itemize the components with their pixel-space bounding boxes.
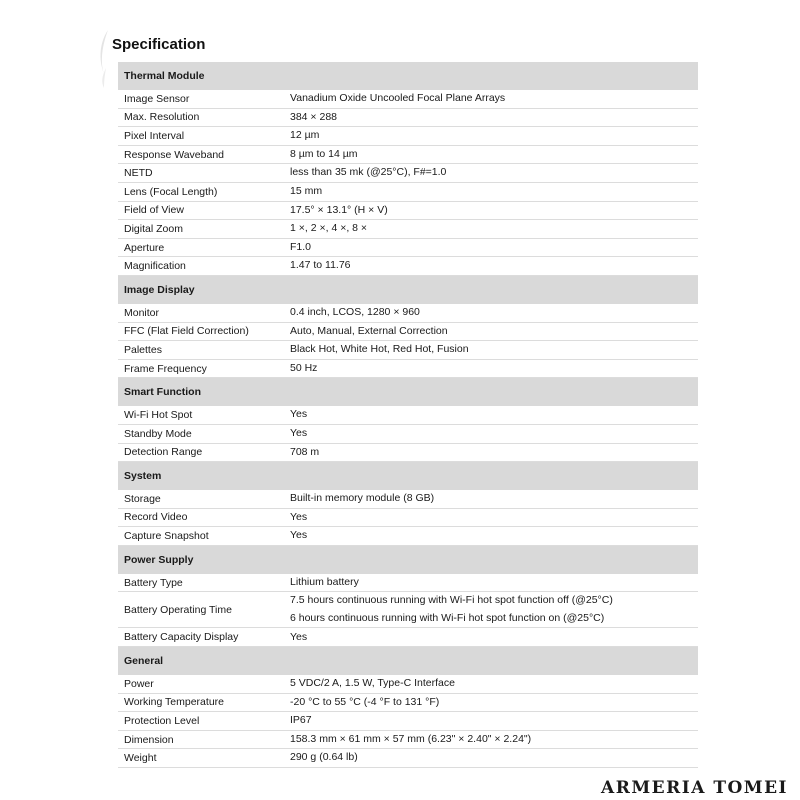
spec-value bbox=[284, 628, 698, 647]
spec-value bbox=[284, 108, 698, 127]
spec-label: Image Sensor bbox=[118, 90, 284, 108]
spec-value-line: 12 µm bbox=[290, 129, 320, 142]
spec-value-line: Black Hot, White Hot, Red Hot, Fusion bbox=[290, 343, 469, 356]
spec-value bbox=[284, 574, 698, 592]
spec-value-line: 5 VDC/2 A, 1.5 W, Type-C Interface bbox=[290, 677, 455, 690]
spec-label: Monitor bbox=[118, 304, 284, 322]
spec-row bbox=[118, 443, 698, 462]
spec-label: Lens (Focal Length) bbox=[118, 182, 284, 201]
spec-value bbox=[284, 592, 698, 628]
spec-row bbox=[118, 127, 698, 146]
spec-label: Wi-Fi Hot Spot bbox=[118, 406, 284, 424]
spec-value bbox=[284, 304, 698, 322]
spec-value bbox=[284, 257, 698, 276]
spec-row bbox=[118, 527, 698, 546]
spec-row bbox=[118, 675, 698, 693]
spec-row bbox=[118, 424, 698, 443]
spec-label: Field of View bbox=[118, 201, 284, 220]
spec-value-line: 290 g (0.64 lb) bbox=[290, 751, 358, 764]
spec-value-line: 6 hours continuous running with Wi-Fi hot spot function on (@25°C) bbox=[290, 611, 605, 624]
spec-value bbox=[284, 201, 698, 220]
spec-value-line: 7.5 hours continuous running with Wi-Fi hot spot function off (@25°C) bbox=[290, 594, 613, 607]
page-title: Specification bbox=[112, 36, 206, 53]
spec-row bbox=[118, 90, 698, 108]
spec-row bbox=[118, 238, 698, 257]
spec-value bbox=[284, 238, 698, 257]
spec-value bbox=[284, 406, 698, 424]
spec-value-line: 1.47 to 11.76 bbox=[290, 259, 351, 272]
spec-row bbox=[118, 108, 698, 127]
spec-row bbox=[118, 406, 698, 424]
spec-row bbox=[118, 693, 698, 712]
spec-value bbox=[284, 322, 698, 341]
spec-row bbox=[118, 592, 698, 628]
spec-label: Digital Zoom bbox=[118, 220, 284, 239]
spec-value-line: Yes bbox=[290, 408, 308, 421]
spec-value bbox=[284, 359, 698, 378]
section-header bbox=[118, 545, 698, 574]
spec-value bbox=[284, 749, 698, 768]
section-header bbox=[118, 378, 698, 407]
spec-row bbox=[118, 257, 698, 276]
spec-value-line: F1.0 bbox=[290, 240, 312, 253]
spec-value-line: -20 °C to 55 °C (-4 °F to 131 °F) bbox=[290, 695, 440, 708]
spec-label: Dimension bbox=[118, 730, 284, 749]
spec-value-line: 8 µm to 14 µm bbox=[290, 147, 358, 160]
spec-row bbox=[118, 574, 698, 592]
spec-value-line: 384 × 288 bbox=[290, 110, 338, 123]
section-header bbox=[118, 62, 698, 90]
spec-row bbox=[118, 749, 698, 768]
spec-row bbox=[118, 182, 698, 201]
spec-value bbox=[284, 712, 698, 731]
spec-value-line: less than 35 mk (@25°C), F#=1.0 bbox=[290, 166, 447, 179]
spec-label: Response Waveband bbox=[118, 145, 284, 164]
spec-value-line: 50 Hz bbox=[290, 361, 318, 374]
spec-row bbox=[118, 628, 698, 647]
spec-value-line: Vanadium Oxide Uncooled Focal Plane Arrays bbox=[290, 92, 506, 105]
section-title: Power Supply bbox=[118, 545, 698, 574]
section-header bbox=[118, 275, 698, 304]
spec-label: Pixel Interval bbox=[118, 127, 284, 146]
spec-label: FFC (Flat Field Correction) bbox=[118, 322, 284, 341]
section-title: Thermal Module bbox=[118, 62, 698, 90]
spec-value bbox=[284, 443, 698, 462]
spec-value bbox=[284, 127, 698, 146]
spec-row bbox=[118, 145, 698, 164]
spec-row bbox=[118, 201, 698, 220]
section-title: General bbox=[118, 647, 698, 676]
spec-label: Storage bbox=[118, 490, 284, 508]
spec-label: Max. Resolution bbox=[118, 108, 284, 127]
spec-value bbox=[284, 341, 698, 360]
decorative-swoosh bbox=[92, 28, 114, 90]
spec-label: Magnification bbox=[118, 257, 284, 276]
spec-row bbox=[118, 322, 698, 341]
spec-value bbox=[284, 424, 698, 443]
section-title: System bbox=[118, 462, 698, 491]
spec-label: NETD bbox=[118, 164, 284, 183]
spec-value-line: 708 m bbox=[290, 445, 320, 458]
spec-value-line: Yes bbox=[290, 529, 308, 542]
spec-value bbox=[284, 490, 698, 508]
section-header bbox=[118, 647, 698, 676]
spec-value bbox=[284, 675, 698, 693]
spec-label: Weight bbox=[118, 749, 284, 768]
spec-label: Frame Frequency bbox=[118, 359, 284, 378]
spec-value bbox=[284, 508, 698, 527]
spec-row bbox=[118, 490, 698, 508]
spec-value-line: IP67 bbox=[290, 714, 312, 727]
spec-value-line: 1 ×, 2 ×, 4 ×, 8 × bbox=[290, 222, 368, 235]
spec-value bbox=[284, 164, 698, 183]
spec-label: Standby Mode bbox=[118, 424, 284, 443]
spec-value bbox=[284, 220, 698, 239]
spec-value-line: Yes bbox=[290, 510, 308, 523]
spec-value-line: Yes bbox=[290, 426, 308, 439]
spec-label: Palettes bbox=[118, 341, 284, 360]
spec-value-line: Auto, Manual, External Correction bbox=[290, 324, 448, 337]
spec-value bbox=[284, 182, 698, 201]
section-title: Image Display bbox=[118, 275, 698, 304]
spec-value bbox=[284, 527, 698, 546]
spec-row bbox=[118, 730, 698, 749]
spec-row bbox=[118, 359, 698, 378]
spec-value-line: 158.3 mm × 61 mm × 57 mm (6.23" × 2.40" × 2.24") bbox=[290, 732, 532, 745]
spec-label: Detection Range bbox=[118, 443, 284, 462]
spec-label: Battery Capacity Display bbox=[118, 628, 284, 647]
spec-table bbox=[118, 62, 698, 768]
spec-label: Working Temperature bbox=[118, 693, 284, 712]
spec-value bbox=[284, 145, 698, 164]
spec-row bbox=[118, 304, 698, 322]
spec-table-body bbox=[118, 62, 698, 768]
spec-label: Battery Operating Time bbox=[118, 592, 284, 628]
spec-row bbox=[118, 164, 698, 183]
spec-row bbox=[118, 220, 698, 239]
spec-row bbox=[118, 712, 698, 731]
spec-label: Protection Level bbox=[118, 712, 284, 731]
spec-row bbox=[118, 341, 698, 360]
spec-label: Capture Snapshot bbox=[118, 527, 284, 546]
spec-value-line: Built-in memory module (8 GB) bbox=[290, 492, 435, 505]
spec-row bbox=[118, 508, 698, 527]
spec-value-line: 17.5° × 13.1° (H × V) bbox=[290, 203, 388, 216]
section-title: Smart Function bbox=[118, 378, 698, 407]
brand-watermark: ARMERIA TOMEI bbox=[601, 778, 788, 798]
spec-value-line: Lithium battery bbox=[290, 575, 359, 588]
spec-value bbox=[284, 90, 698, 108]
spec-label: Battery Type bbox=[118, 574, 284, 592]
spec-value-line: 0.4 inch, LCOS, 1280 × 960 bbox=[290, 305, 420, 318]
spec-value bbox=[284, 730, 698, 749]
spec-value-line: Yes bbox=[290, 630, 308, 643]
spec-label: Power bbox=[118, 675, 284, 693]
spec-label: Aperture bbox=[118, 238, 284, 257]
spec-value bbox=[284, 693, 698, 712]
section-header bbox=[118, 462, 698, 491]
spec-value-line: 15 mm bbox=[290, 185, 323, 198]
spec-label: Record Video bbox=[118, 508, 284, 527]
